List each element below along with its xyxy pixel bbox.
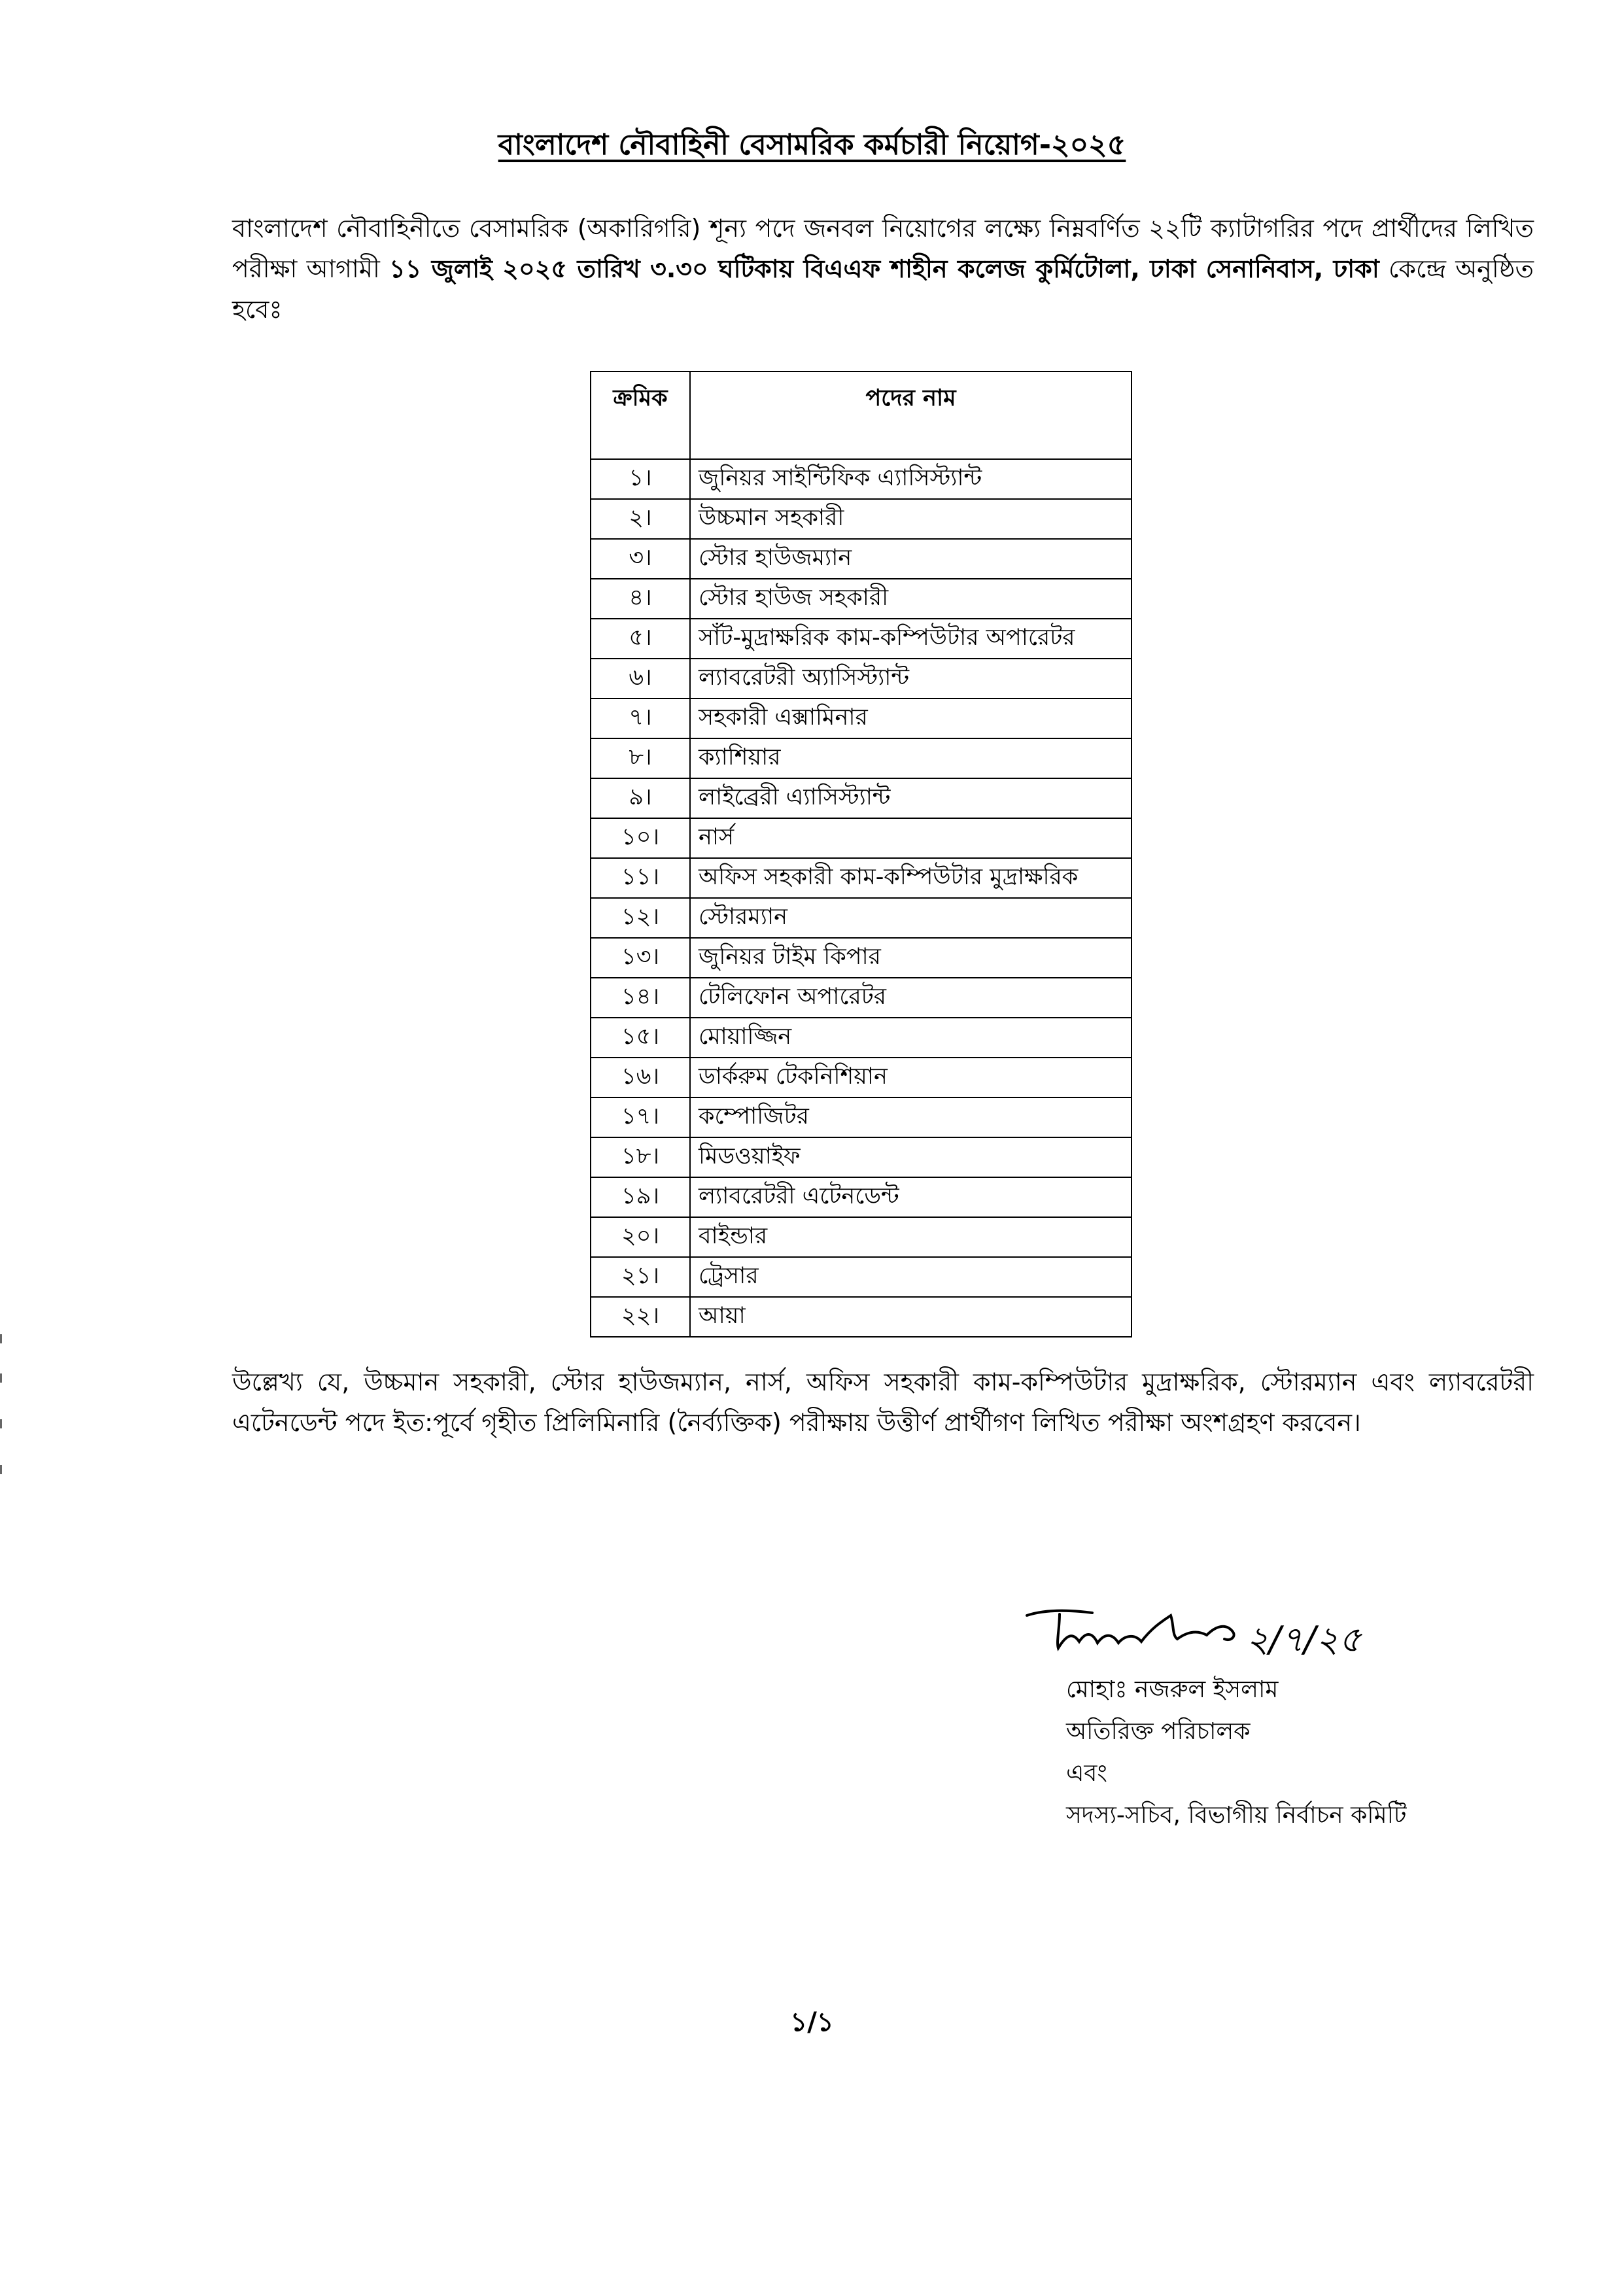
table-row [591,778,1132,818]
table-header-row [591,371,1132,459]
signature-block [1020,1596,1544,1829]
serial-number: ৮। [591,738,690,778]
post-name: অফিস সহকারী কাম-কম্পিউটার মুদ্রাক্ষরিক [690,858,1132,898]
post-name: মিডওয়াইফ [690,1137,1132,1177]
serial-number: ৪। [591,579,690,619]
table-row [591,938,1132,978]
serial-number: ১৩। [591,938,690,978]
serial-number: ২২। [591,1297,690,1337]
note-paragraph: উল্লেখ্য যে, উচ্চমান সহকারী, স্টোর হাউজম্যান, নার্স, অফিস সহকারী কাম-কম্পিউটার মুদ্রাক্ষরিক, স্টোরম্যান এবং ল্যাবরেটরী এটেনডেন্ট পদে ইত:পূর্বে গৃহীত প্রিলিমিনারি (নৈর্ব্যক্তিক) পরীক্ষায় উত্তীর্ণ প্রার্থীগণ লিখিত পরীক্ষা অংশগ্রহণ করবেন। [232,1368,1534,1437]
serial-number: ৫। [591,619,690,659]
post-name: টেলিফোন অপারেটর [690,978,1132,1018]
post-name: স্টোরম্যান [690,898,1132,938]
serial-number: ৩। [591,539,690,579]
intro-paragraph [232,208,1534,330]
table-row [591,539,1132,579]
intro-text-part2: কেন্দ্রে অনুষ্ঠিত হবেঃ [232,254,1534,324]
post-name: লাইব্রেরী এ্যাসিস্ট্যান্ট [690,778,1132,818]
table-row [591,1177,1132,1217]
serial-number: ২। [591,499,690,539]
table-row [591,1018,1132,1058]
table-row [591,1097,1132,1137]
post-name: আয়া [690,1297,1132,1337]
document-title [0,123,1624,171]
post-name: স্টোর হাউজম্যান [690,539,1132,579]
post-name: নার্স [690,818,1132,858]
post-name: ল্যাবরেটরী এটেনডেন্ট [690,1177,1132,1217]
serial-number: ৭। [591,699,690,738]
signatory-conjunction: এবং [1066,1760,1107,1787]
scan-edge-marks [0,1334,3,1485]
post-name: ট্রেসার [690,1257,1132,1297]
serial-number: ২০। [591,1217,690,1257]
intro-text-part1: বাংলাদেশ নৌবাহিনীতে বেসামরিক (অকারিগরি) শূন্য পদে জনবল নিয়োগের লক্ষ্যে নিম্নবর্ণিত ২২টি ক্যাটাগরির পদে প্রার্থীদের লিখিত পরীক্ষা আগামী [232,214,1534,283]
serial-number: ১৭। [591,1097,690,1137]
post-name: সাঁট-মুদ্রাক্ষরিক কাম-কম্পিউটার অপারেটর [690,619,1132,659]
table-row [591,1257,1132,1297]
post-name: কম্পোজিটর [690,1097,1132,1137]
post-name: উচ্চমান সহকারী [690,499,1132,539]
table-row [591,579,1132,619]
post-name: মোয়াজ্জিন [690,1018,1132,1058]
serial-number: ১৮। [591,1137,690,1177]
post-name: বাইন্ডার [690,1217,1132,1257]
page-number: ১/১ [790,2007,834,2037]
serial-column-header: ক্রমিক [591,371,690,459]
signatory-designation-1: অতিরিক্ত পরিচালক [1066,1718,1251,1745]
signatory-name: মোহাঃ নজরুল ইসলাম [1066,1676,1279,1703]
signature-date: ২/৭/২৫ [1246,1619,1362,1660]
posts-table [590,371,1132,1337]
post-name: ডার্করুম টেকনিশিয়ান [690,1058,1132,1097]
post-name: ক্যাশিয়ার [690,738,1132,778]
serial-number: ৯। [591,778,690,818]
serial-number: ১২। [591,898,690,938]
table-row [591,619,1132,659]
post-name: সহকারী এক্সামিনার [690,699,1132,738]
table-row [591,1058,1132,1097]
serial-number: ৬। [591,659,690,699]
serial-number: ১৪। [591,978,690,1018]
table-row [591,818,1132,858]
table-row [591,459,1132,499]
posts-table-body [591,459,1132,1337]
serial-number: ১। [591,459,690,499]
post-name: ল্যাবরেটরী অ্যাসিস্ট্যান্ট [690,659,1132,699]
table-row [591,699,1132,738]
post-name-column-header: পদের নাম [690,371,1132,459]
table-row [591,659,1132,699]
post-name: জুনিয়র সাইন্টিফিক এ্যাসিস্ট্যান্ট [690,459,1132,499]
post-name: স্টোর হাউজ সহকারী [690,579,1132,619]
serial-number: ১৬। [591,1058,690,1097]
table-row [591,738,1132,778]
table-row [591,499,1132,539]
serial-number: ১১। [591,858,690,898]
exam-date-venue: ১১ জুলাই ২০২৫ তারিখ ৩.৩০ ঘটিকায় বিএএফ শাহীন কলেজ কুর্মিটোলা, ঢাকা সেনানিবাস, ঢাকা [389,254,1379,283]
table-row [591,1217,1132,1257]
handwritten-signature [1020,1596,1426,1668]
table-row [591,1297,1132,1337]
document-title-text: বাংলাদেশ নৌবাহিনী বেসামরিক কর্মচারী নিয়োগ-২০২৫ [498,128,1126,162]
signatory-designation-2: সদস্য-সচিব, বিভাগীয় নির্বাচন কমিটি [1066,1802,1407,1829]
table-row [591,978,1132,1018]
table-row [591,858,1132,898]
serial-number: ১৫। [591,1018,690,1058]
post-name: জুনিয়র টাইম কিপার [690,938,1132,978]
serial-number: ১০। [591,818,690,858]
table-row [591,1137,1132,1177]
table-row [591,898,1132,938]
serial-number: ১৯। [591,1177,690,1217]
serial-number: ২১। [591,1257,690,1297]
